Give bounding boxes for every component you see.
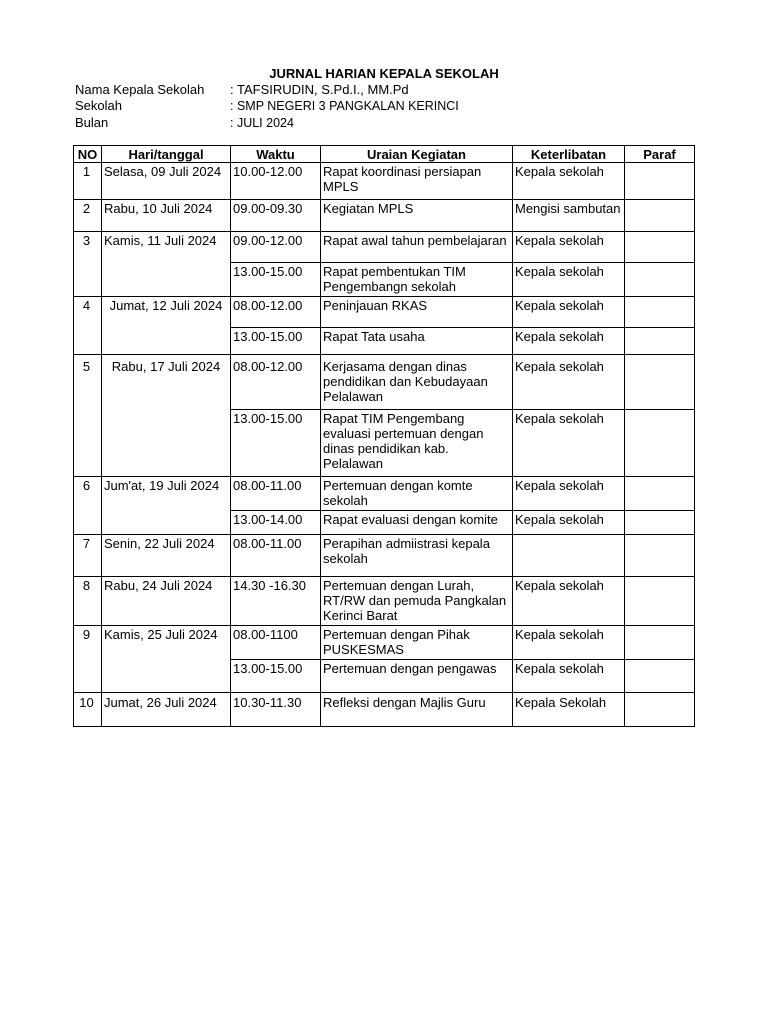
table-row xyxy=(74,355,695,410)
table-header-row xyxy=(74,146,695,163)
row-paraf xyxy=(625,232,695,263)
row-no: 5 xyxy=(74,355,102,477)
row-no: 6 xyxy=(74,477,102,535)
meta-school-label: Sekolah xyxy=(75,98,122,113)
row-no: 9 xyxy=(74,626,102,693)
row-involvement: Kepala sekolah xyxy=(513,263,625,297)
row-involvement: Kepala sekolah xyxy=(513,626,625,660)
row-involvement xyxy=(513,535,625,577)
row-involvement: Kepala sekolah xyxy=(513,410,625,477)
row-activity: Pertemuan dengan komte sekolah xyxy=(321,477,513,511)
header-paraf: Paraf xyxy=(625,146,695,163)
row-day: Rabu, 24 Juli 2024 xyxy=(102,577,231,626)
row-activity: Rapat koordinasi persiapan MPLS xyxy=(321,163,513,200)
row-paraf xyxy=(625,693,695,727)
row-activity: Pertemuan dengan pengawas xyxy=(321,660,513,693)
row-time: 13.00-15.00 xyxy=(231,263,321,297)
row-no: 2 xyxy=(74,200,102,232)
row-time: 13.00-15.00 xyxy=(231,328,321,355)
table-row xyxy=(74,477,695,511)
row-time: 08.00-12.00 xyxy=(231,297,321,328)
row-involvement: Kepala sekolah xyxy=(513,232,625,263)
row-paraf xyxy=(625,163,695,200)
meta-month-label: Bulan xyxy=(75,115,109,130)
row-involvement: Kepala sekolah xyxy=(513,297,625,328)
row-paraf xyxy=(625,660,695,693)
row-day: Jumat, 26 Juli 2024 xyxy=(102,693,231,727)
row-time: 13.00-15.00 xyxy=(231,410,321,477)
row-involvement: Kepala sekolah xyxy=(513,355,625,410)
row-paraf xyxy=(625,477,695,511)
row-paraf xyxy=(625,511,695,535)
row-activity: Rapat TIM Pengembang evaluasi pertemuan dengan dinas pendidikan kab. Pelalawan xyxy=(321,410,513,477)
row-activity: Pertemuan dengan Lurah, RT/RW dan pemuda Pangkalan Kerinci Barat xyxy=(321,577,513,626)
table-row xyxy=(74,693,695,727)
row-time: 09.00-09.30 xyxy=(231,200,321,232)
row-time: 13.00-14.00 xyxy=(231,511,321,535)
journal-table xyxy=(73,145,695,727)
document-title: JURNAL HARIAN KEPALA SEKOLAH xyxy=(269,66,499,81)
table-row xyxy=(74,163,695,200)
row-involvement: Kepala sekolah xyxy=(513,660,625,693)
meta-school-value: : SMP NEGERI 3 PANGKALAN KERINCI xyxy=(230,99,459,113)
row-paraf xyxy=(625,328,695,355)
row-no: 8 xyxy=(74,577,102,626)
row-activity: Perapihan admiistrasi kepala sekolah xyxy=(321,535,513,577)
row-paraf xyxy=(625,355,695,410)
meta-month-value: : JULI 2024 xyxy=(230,116,294,130)
table-row xyxy=(74,626,695,660)
row-day: Kamis, 11 Juli 2024 xyxy=(102,232,231,297)
row-day: Jum'at, 19 Juli 2024 xyxy=(102,477,231,535)
row-involvement: Kepala sekolah xyxy=(513,477,625,511)
row-involvement: Kepala Sekolah xyxy=(513,693,625,727)
row-time: 14.30 -16.30 xyxy=(231,577,321,626)
row-paraf xyxy=(625,626,695,660)
row-activity: Refleksi dengan Majlis Guru xyxy=(321,693,513,727)
row-activity: Rapat evaluasi dengan komite xyxy=(321,511,513,535)
row-time: 08.00-11.00 xyxy=(231,477,321,511)
row-activity: Rapat Tata usaha xyxy=(321,328,513,355)
row-time: 08.00-1100 xyxy=(231,626,321,660)
row-paraf xyxy=(625,200,695,232)
row-no: 3 xyxy=(74,232,102,297)
row-paraf xyxy=(625,297,695,328)
row-activity: Rapat awal tahun pembelajaran xyxy=(321,232,513,263)
row-time: 08.00-12.00 xyxy=(231,355,321,410)
row-time: 08.00-11.00 xyxy=(231,535,321,577)
row-no: 1 xyxy=(74,163,102,200)
row-involvement: Kepala sekolah xyxy=(513,577,625,626)
row-activity: Rapat pembentukan TIM Pengembangn sekolah xyxy=(321,263,513,297)
header-time: Waktu xyxy=(231,146,321,163)
row-no: 7 xyxy=(74,535,102,577)
row-involvement: Mengisi sambutan xyxy=(513,200,625,232)
table-row xyxy=(74,535,695,577)
header-activity: Uraian Kegiatan xyxy=(321,146,513,163)
header-no: NO xyxy=(74,146,102,163)
table-row xyxy=(74,232,695,263)
row-paraf xyxy=(625,535,695,577)
row-day: Jumat, 12 Juli 2024 xyxy=(102,297,231,355)
row-day: Senin, 22 Juli 2024 xyxy=(102,535,231,577)
row-day: Rabu, 17 Juli 2024 xyxy=(102,355,231,477)
row-involvement: Kepala sekolah xyxy=(513,511,625,535)
row-activity: Kegiatan MPLS xyxy=(321,200,513,232)
row-day: Selasa, 09 Juli 2024 xyxy=(102,163,231,200)
row-activity: Kerjasama dengan dinas pendidikan dan Kebudayaan Pelalawan xyxy=(321,355,513,410)
header-involvement: Keterlibatan xyxy=(513,146,625,163)
row-paraf xyxy=(625,263,695,297)
row-activity: Peninjauan RKAS xyxy=(321,297,513,328)
table-row xyxy=(74,200,695,232)
row-involvement: Kepala sekolah xyxy=(513,328,625,355)
row-no: 10 xyxy=(74,693,102,727)
row-involvement: Kepala sekolah xyxy=(513,163,625,200)
meta-name-value: : TAFSIRUDIN, S.Pd.I., MM.Pd xyxy=(230,82,409,97)
row-no: 4 xyxy=(74,297,102,355)
row-day: Rabu, 10 Juli 2024 xyxy=(102,200,231,232)
row-paraf xyxy=(625,577,695,626)
row-paraf xyxy=(625,410,695,477)
meta-name-label: Nama Kepala Sekolah xyxy=(75,82,205,97)
row-day: Kamis, 25 Juli 2024 xyxy=(102,626,231,693)
row-time: 09.00-12.00 xyxy=(231,232,321,263)
table-row xyxy=(74,577,695,626)
row-time: 10.00-12.00 xyxy=(231,163,321,200)
row-time: 13.00-15.00 xyxy=(231,660,321,693)
header-day: Hari/tanggal xyxy=(102,146,231,163)
table-row xyxy=(74,297,695,328)
row-activity: Pertemuan dengan Pihak PUSKESMAS xyxy=(321,626,513,660)
row-time: 10.30-11.30 xyxy=(231,693,321,727)
